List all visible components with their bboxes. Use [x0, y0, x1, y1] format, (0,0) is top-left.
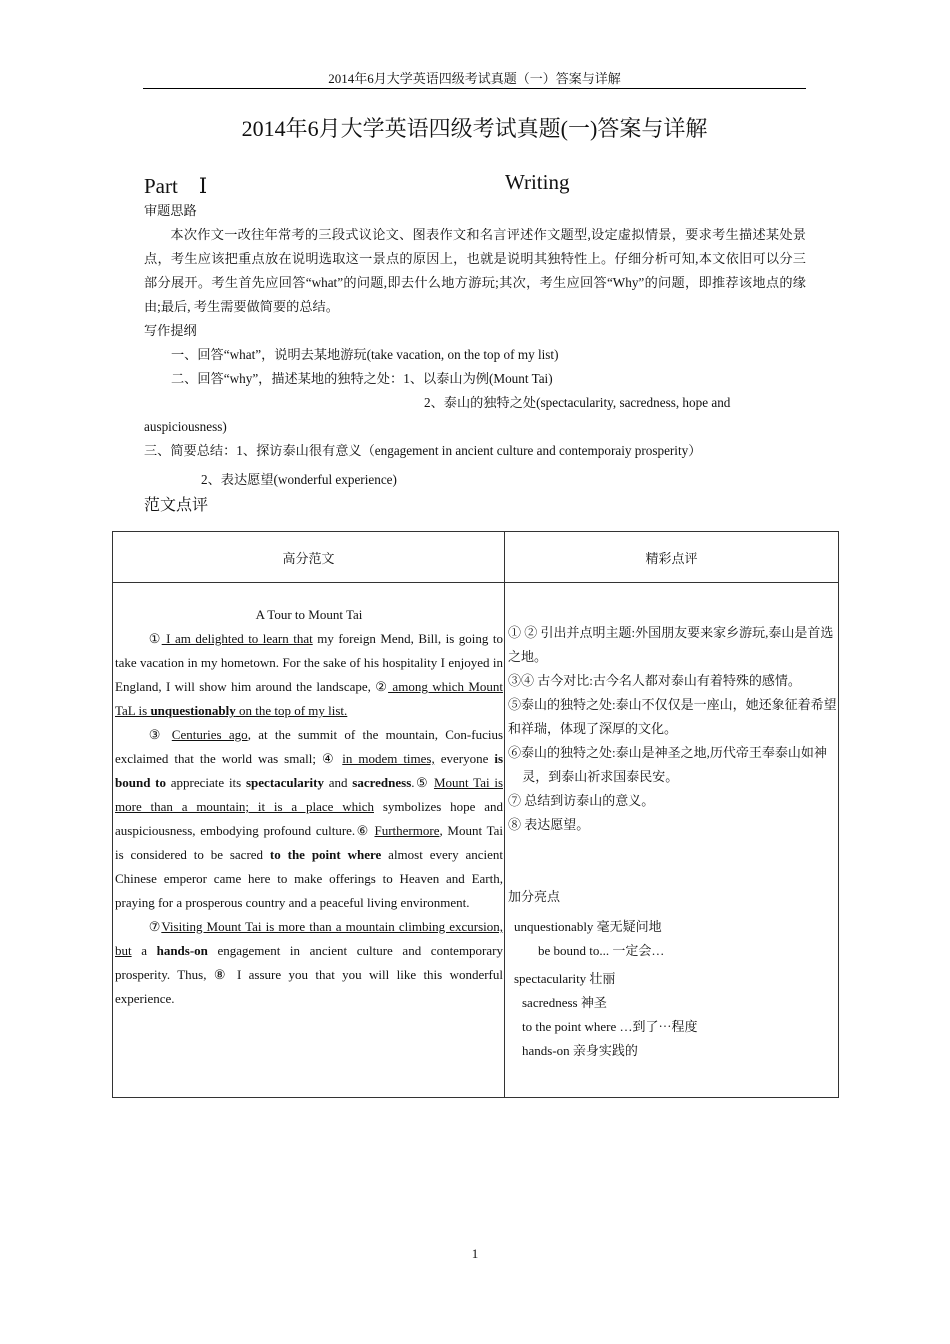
highlight-item: spectacularity 壮丽: [514, 971, 616, 986]
comment-5: ⑦ 总结到访泰山的意义。: [508, 793, 655, 808]
comment-6: ⑧ 表达愿望。: [508, 817, 590, 832]
part-name: Writing: [505, 170, 570, 194]
highlight-item: unquestionably 毫无疑问地: [514, 919, 662, 934]
essay-paragraph-2: ③ Centuries ago, at the summit of the mountain, Con-fucius exclaimed that the world was small; ④ in modem times, everyone is bound to appreciate its spectacularity and sacredness.⑤ Mount Tai is more than a mountain; it is a place which symbolizes hope and auspiciousness, embodying profound culture.⑥ Furthermore, Mount Tai is considered to be sacred to the point where almost every ancient Chinese emperor came here to make offerings to Heaven and Earth, praying for a prosperous country and a peaceful living environment.: [115, 727, 504, 910]
comment-cell: [505, 583, 839, 1098]
header-rule: [143, 88, 806, 89]
outline-line-1: 一、回答“what”，说明去某地游玩(take vacation, on the top of my list): [171, 347, 559, 362]
document-title: 2014年6月大学英语四级考试真题(一)答案与详解: [241, 116, 708, 141]
highlight-item: sacredness 神圣: [522, 995, 607, 1010]
highlights-heading: 加分亮点: [508, 889, 561, 904]
comment-2: ③④ 古今对比:古今名人都对泰山有着特殊的感情。: [508, 673, 801, 688]
highlight-item: hands-on 亲身实践的: [522, 1043, 638, 1058]
outline-heading: 写作提纲: [144, 323, 197, 338]
sample-heading: 范文点评: [144, 497, 209, 514]
outline-line-5: 2、表达愿望(wonderful experience): [201, 472, 397, 487]
comment-3: ⑤泰山的独特之处:泰山不仅仅是一座山，她还象征着希望和祥瑞，体现了深厚的文化。: [508, 697, 837, 736]
running-header: 2014年6月大学英语四级考试真题（一）答案与详解: [328, 71, 621, 86]
analysis-heading: 审题思路: [144, 203, 197, 218]
outline-line-3a: 2、泰山的独特之处(spectacularity, sacredness, hope and: [424, 395, 731, 410]
comment-4: ⑥泰山的独特之处:泰山是神圣之地,历代帝王奉泰山如神灵，到泰山祈求国泰民安。: [508, 745, 827, 784]
analysis-paragraph: 本次作文一改往年常考的三段式议论文、图表作文和名言评述作文题型,设定虚拟情景，要求考生描述某处景点，考生应该把重点放在说明选取这一景点的原因上，也就是说明其独特性上。仔细分析可知,本文依旧可以分三部分展开。考生首先应回答“what”的问题,即去什么地方游玩;其次，考生应回答“Why”的问题，即推荐该地点的缘由;最后, 考生需要做简要的总结。: [144, 227, 806, 314]
highlight-item: to the point where …到了⋯程度: [522, 1019, 698, 1034]
outline-line-4: 三、简要总结：1、探访泰山很有意义（engagement in ancient culture and contemporaiy prosperity）: [144, 443, 702, 458]
sample-essay-table: [112, 531, 839, 1098]
essay-cell: [113, 583, 505, 1098]
essay-paragraph-3: ⑦Visiting Mount Tai is more than a mountain climbing excursion, but a hands-on engagement in ancient culture and contemporary prosperity. Thus, ⑧ I assure you that you will like this wonderful experience.: [115, 919, 504, 1006]
highlight-item: be bound to... 一定会…: [538, 943, 665, 958]
outline-line-3b: auspiciousness): [144, 419, 227, 434]
outline-line-2: 二、回答“why”，描述某地的独特之处：1、以泰山为例(Mount Tai): [171, 371, 553, 386]
column-header-sample: 高分范文: [113, 532, 505, 583]
page-number: 1: [471, 1246, 479, 1261]
part-label: Part Ⅰ: [144, 174, 208, 198]
essay-title: A Tour to Mount Tai: [255, 607, 363, 622]
column-header-comments: 精彩点评: [505, 532, 839, 583]
comment-1: ① ② 引出并点明主题:外国朋友要来家乡游玩,泰山是首选之地。: [508, 625, 834, 664]
essay-paragraph-1: ① I am delighted to learn that my foreign Mend, Bill, is going to take vacation in my hometown. For the sake of his hospitality I enjoyed in England, I will show him around the landscape, ② among which Mount TaL is unquestionably on the top of my list.: [115, 631, 504, 718]
